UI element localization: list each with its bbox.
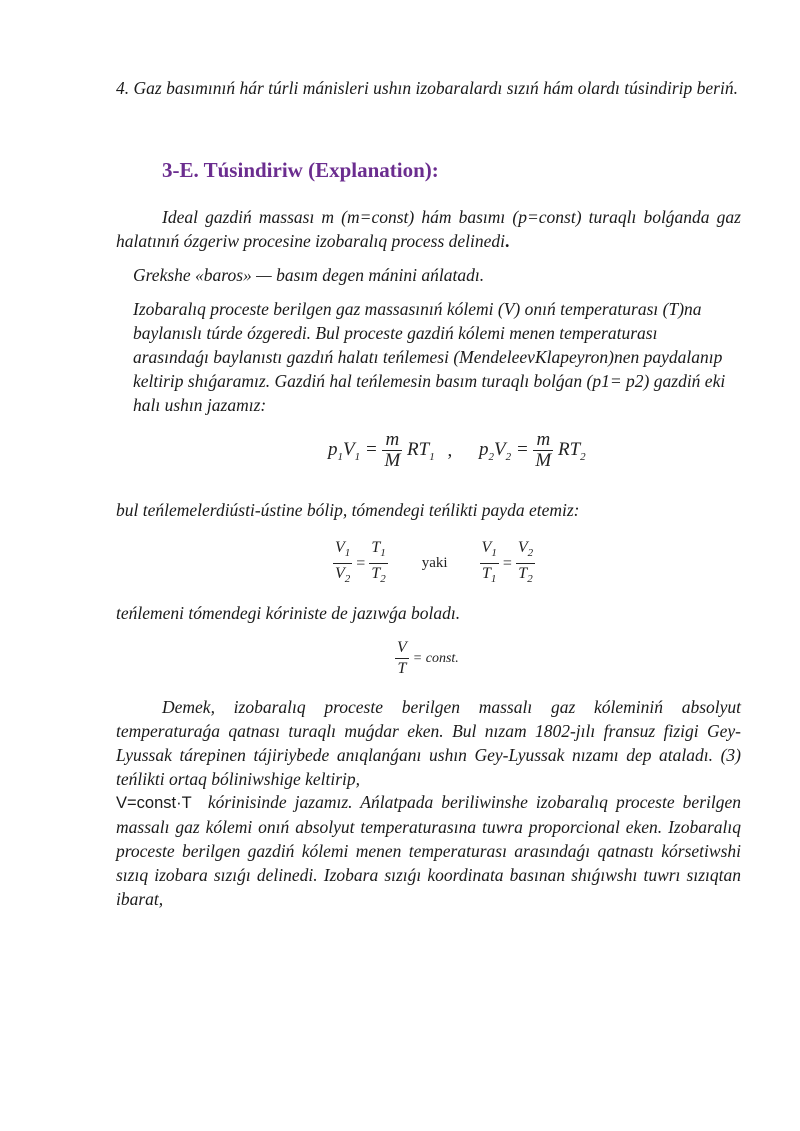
formula-inline: V=const·T xyxy=(116,794,192,812)
paragraph-after-eq1: bul teńlemelerdiústi-ústine bólip, tómendegi teńlikti payda etemiz: xyxy=(116,500,580,520)
eq1-fraction-1 xyxy=(382,430,402,471)
paragraph-after-eq2: teńlemeni tómendegi kóriniste de jazıwǵa boladı. xyxy=(116,603,461,623)
paragraph-conclusion: Demek, izobaralıq proceste berilgen massalı gaz kóleminiń absolyut temperaturaǵa qatnası turaqlı muǵdar eken. Bul nızam 1802-jılı fransuz fizigi Gey-Lyussak tárepinen tájiriybede anıqlanǵanı ushın Gey-Lyussak nızamı dep ataladı. (3) teńlikti ortaq bóliniwshige keltirip, xyxy=(116,697,741,789)
eq1-den-2: M xyxy=(535,450,552,471)
eq2-frac-v1t1 xyxy=(480,538,499,589)
paragraph-intro-end: . xyxy=(505,231,510,251)
eq2-frac-v2t2 xyxy=(516,538,535,589)
eq2-num-v1b: $V_1$ xyxy=(480,538,499,564)
eq2-den-t1b: $T_1$ xyxy=(481,565,497,586)
equation-state-two xyxy=(328,430,586,471)
paragraph-greek-origin: Grekshe «baros» — basım degen mánini ańlatadı. xyxy=(133,265,485,285)
paragraph-intro xyxy=(116,205,741,253)
eq1-r-2: R xyxy=(557,438,570,460)
equation-ratio xyxy=(333,538,535,589)
eq2-equals-2: = xyxy=(502,554,512,572)
question-4: 4. Gaz basımınıń hár túrli mánisleri ushın izobaralardı sızıń hám olardı túsindirip beriń. xyxy=(116,78,738,98)
eq1-rt-2: $RT_2$ xyxy=(557,438,586,463)
eq2-frac-v1v2 xyxy=(333,538,352,589)
paragraph-isobaric-process: Izobaralıq proceste berilgen gaz massasınıń kólemi (V) onıń temperaturası (T)na baylanıslı túrde ózgeredi. Bul proceste gazdiń kólemi menen temperaturası arasındaǵı baylanıstı gazdıń halatı teńlemesi (MendeleevKlapeyron)nen paydalanıp keltirip shıǵaramız. Gazdiń hal teńlemesin basım turaqlı bolǵan (p1= p2) gazdiń eki halı ushın jazamız: xyxy=(133,299,726,415)
eq2-den-v2: $V_2$ xyxy=(335,565,351,586)
paragraph-intro-text: Ideal gazdiń massası m (m=const) hám basımı (p=const) turaqlı bolǵanda gaz halatınıń ózgeriw procesine izobaralıq process delinedi xyxy=(116,207,741,251)
eq1-fraction-2 xyxy=(533,430,553,471)
paragraph-final xyxy=(116,790,741,911)
eq1-num-2: m xyxy=(533,430,553,451)
eq2-num-v2b: $V_2$ xyxy=(516,538,535,564)
eq2-den-t2b: $T_2$ xyxy=(518,565,533,586)
eq1-r-1: R xyxy=(407,438,419,460)
eq3-den-t: T xyxy=(397,660,407,677)
eq2-equals-1: = xyxy=(356,554,366,572)
paragraph-final-text: kórinisinde jazamız. Ańlatpada beriliwinshe izobaralıq proceste berilgen massalı gaz kólemi onıń absolyut temperaturasına tuwra proporcional eken. Izobaralıq proceste berilgen gazdiń kólemi menen temperaturası arasındaǵı qatnastı kórsetiwshi sızıq izobara sızıǵı delinedi. Izobara sızıǵı koordinata basınan shıǵıwshı tuwrı sızıqtan ibarat, xyxy=(116,792,742,909)
eq2-den-t2: $T_2$ xyxy=(371,565,386,586)
eq1-num-1: m xyxy=(382,430,402,451)
eq1-rt-1: $RT_1$ xyxy=(407,438,435,463)
eq2-yaki: yaki xyxy=(421,555,448,572)
eq2-num-v1: $V_1$ xyxy=(333,538,352,564)
eq3-num-v: V xyxy=(395,638,409,659)
equation-const xyxy=(395,638,459,679)
eq1-den-1: M xyxy=(384,450,401,471)
eq1-separator: , xyxy=(447,439,453,461)
eq3-const: = const. xyxy=(412,650,459,666)
section-heading: 3-E. Túsindiriw (Explanation): xyxy=(162,158,439,182)
eq1-left-1: $p_1V_1$ = xyxy=(328,438,378,463)
eq3-fraction xyxy=(395,638,409,679)
eq2-frac-t1t2 xyxy=(369,538,387,589)
eq1-left-2: $p_2V_2$ = xyxy=(478,438,529,463)
eq2-num-t1: $T_1$ xyxy=(369,538,387,564)
